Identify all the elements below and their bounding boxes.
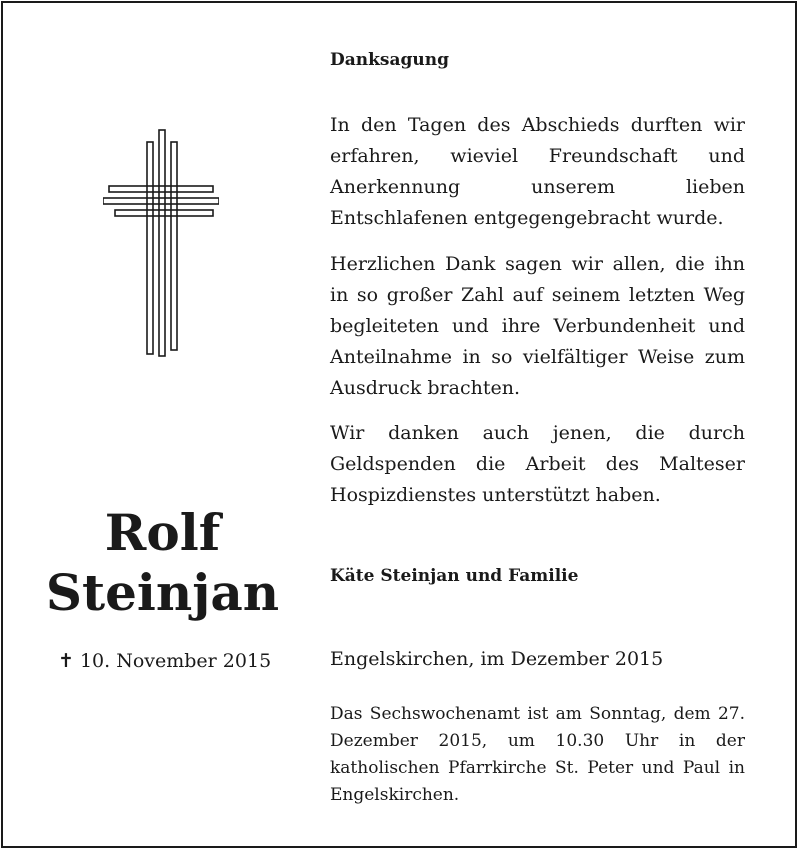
notice-heading: Danksagung: [330, 50, 449, 70]
deceased-first-name: Rolf: [104, 503, 221, 562]
deceased-last-name: Steinjan: [45, 563, 280, 622]
mass-info: Das Sechswochenamt ist am Sonntag, dem 27. Dezember 2015, um 10.30 Uhr in der katholischen Pfarrkirche St. Peter und Paul in Engelskirchen.: [330, 704, 745, 805]
cross-icon: [103, 128, 219, 358]
thanks-paragraph-3: Wir danken auch jenen, die durch Geldspenden die Arbeit des Malteser Hospizdienstes unterstützt haben.: [330, 422, 745, 506]
place-date: Engelskirchen, im Dezember 2015: [330, 648, 664, 670]
thanks-paragraph-2: Herzlichen Dank sagen wir allen, die ihn in so großer Zahl auf seinem letzten Weg begleiteten und ihre Verbundenheit und Anteilnahme in so vielfältiger Weise zum Ausdruck brachten.: [330, 253, 745, 399]
thanks-paragraph-1: In den Tagen des Abschieds durften wir erfahren, wieviel Freundschaft und Anerkennung unserem lieben Entschlafenen entgegengebracht wurde.: [330, 114, 745, 229]
death-date: ✝ 10. November 2015: [58, 650, 272, 672]
signature: Käte Steinjan und Familie: [330, 566, 579, 586]
